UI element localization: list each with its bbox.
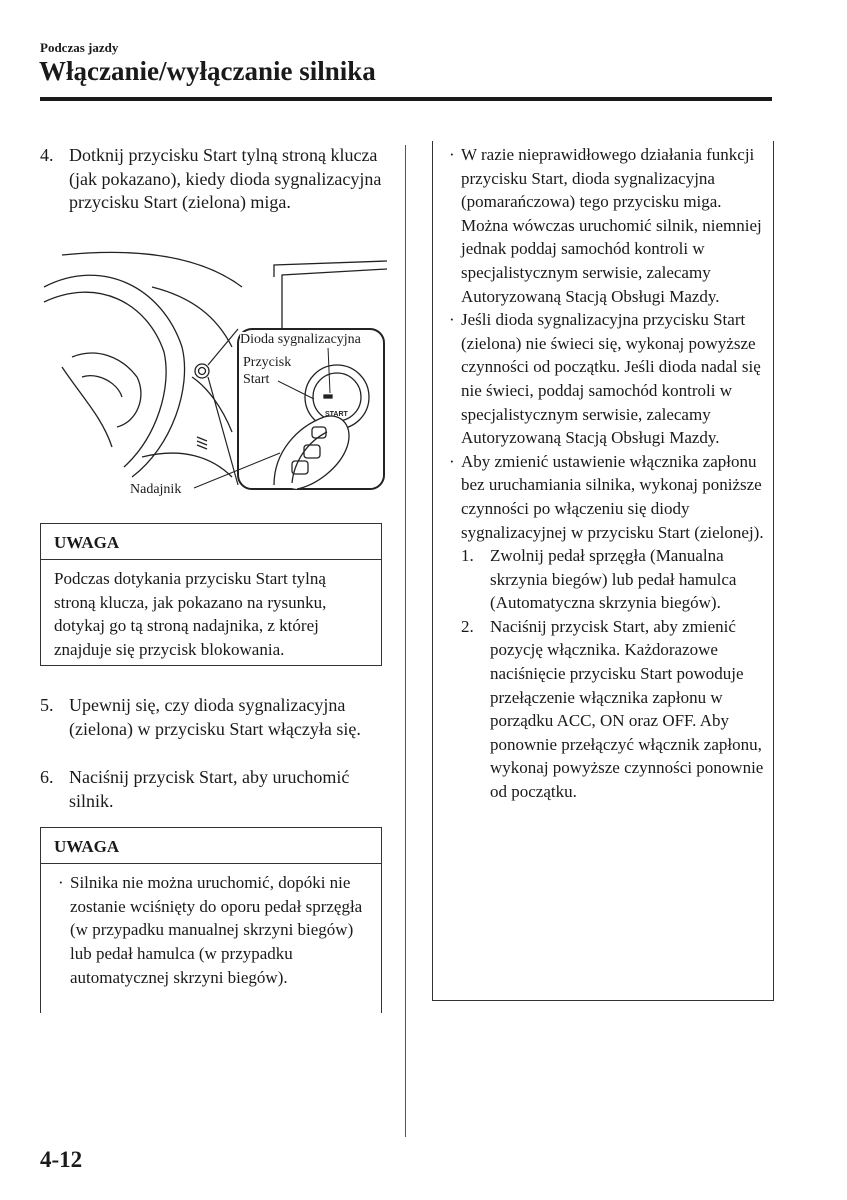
step-text: Upewnij się, czy dioda sygnalizacyjna (zielona) w przycisku Start włączyła się. xyxy=(69,695,361,739)
step-5 xyxy=(40,694,390,766)
notice-box-1 xyxy=(40,523,382,666)
start-button-text: START xyxy=(325,411,348,418)
label-start-button-line2: Start xyxy=(243,372,270,387)
bullet-text: Jeśli dioda sygnalizacyjna przycisku Start (zielona) nie świeci się, wykonaj powyższe czynności od początku. Jeśli dioda nadal się nie świeci, poddaj samochód kontroli w specjalistycznym serwisie, zalecamy Autoryzowaną Stacją Obsługi Mazdy. xyxy=(461,310,761,448)
step-text: Naciśnij przycisk Start, aby uruchomić silnik. xyxy=(69,767,350,811)
bullet-malfunction xyxy=(445,143,770,308)
sub-step-number: 1. xyxy=(461,546,474,566)
label-start-button-line1: Przycisk xyxy=(243,355,292,370)
title-rule xyxy=(40,97,772,101)
notice-continuation-box xyxy=(432,141,774,1001)
step-text: Dotknij przycisku Start tylną stroną klucza (jak pokazano), kiedy dioda sygnalizacyjna przycisku Start (zielona) miga. xyxy=(69,145,382,213)
bullet-text: Aby zmienić ustawienie włącznika zapłonu bez uruchamiania silnika, wykonaj poniższe czynności po włączeniu się diody sygnalizacyjnej w przycisku Start (zielonej). xyxy=(461,451,764,542)
step-4 xyxy=(40,144,390,244)
bullet-led-not-lit xyxy=(445,308,770,450)
bullet-text: Silnika nie można uruchomić, dopóki nie zostanie wciśnięty do oporu pedał sprzęgła (w przypadku manualnej skrzyni biegów) lub pedał hamulca (w przypadku automatycznej skrzyni biegów). xyxy=(70,873,363,987)
page-title: Włączanie/wyłączanie silnika xyxy=(39,56,376,86)
notice-bullet xyxy=(54,871,368,990)
bullet-dot: · xyxy=(58,873,64,892)
dashboard-drawing xyxy=(42,247,387,507)
step-number: 5. xyxy=(40,695,54,715)
bullet-text: W razie nieprawidłowego działania funkcji przycisku Start, dioda sygnalizacyjna (pomarańczowa) tego przycisku miga. Można wówczas uruchomić silnik, niemniej jednak poddaj samochód kontroli w specjalistycznym serwisie, zalecamy Autoryzowaną Stacją Obsługi Mazdy. xyxy=(461,145,762,306)
label-transmitter: Nadajnik xyxy=(130,482,182,497)
notice-heading: UWAGA xyxy=(41,524,381,560)
bullet-change-ignition xyxy=(445,450,770,804)
sub-step-2 xyxy=(461,615,770,804)
sub-step-text: Zwolnij pedał sprzęgła (Manualna skrzynia biegów) lub pedał hamulca (Automatyczna skrzynia biegów). xyxy=(490,546,737,613)
sub-step-number: 2. xyxy=(461,616,474,636)
step-number: 4. xyxy=(40,145,54,165)
page-number: 4-12 xyxy=(40,1147,83,1172)
column-divider xyxy=(405,145,406,1137)
step-6 xyxy=(40,766,390,814)
section-label: Podczas jazdy xyxy=(40,40,119,55)
bullet-dot: · xyxy=(449,451,455,471)
step-number: 6. xyxy=(40,767,54,787)
notice-text: Podczas dotykania przycisku Start tylną stroną klucza, jak pokazano na rysunku, dotykaj go tą stroną nadajnika, z której znajduje się przycisk blokowania. xyxy=(54,569,327,660)
bullet-dot: · xyxy=(449,145,455,164)
start-button-illustration xyxy=(42,247,387,507)
bullet-dot: · xyxy=(449,310,455,330)
notice-heading: UWAGA xyxy=(41,828,381,864)
label-led: Dioda sygnalizacyjna xyxy=(240,332,361,347)
notice-box-2 xyxy=(40,827,382,1013)
sub-step-1 xyxy=(461,544,770,615)
sub-step-text: Naciśnij przycisk Start, aby zmienić pozycję włącznika. Każdorazowe naciśnięcie przycisku Start powoduje przełączenie włącznika zapłonu w porządku ACC, ON oraz OFF. Aby ponownie przełączyć włącznik zapłonu, wykonaj powyższe czynności ponownie od początku. xyxy=(490,616,764,802)
